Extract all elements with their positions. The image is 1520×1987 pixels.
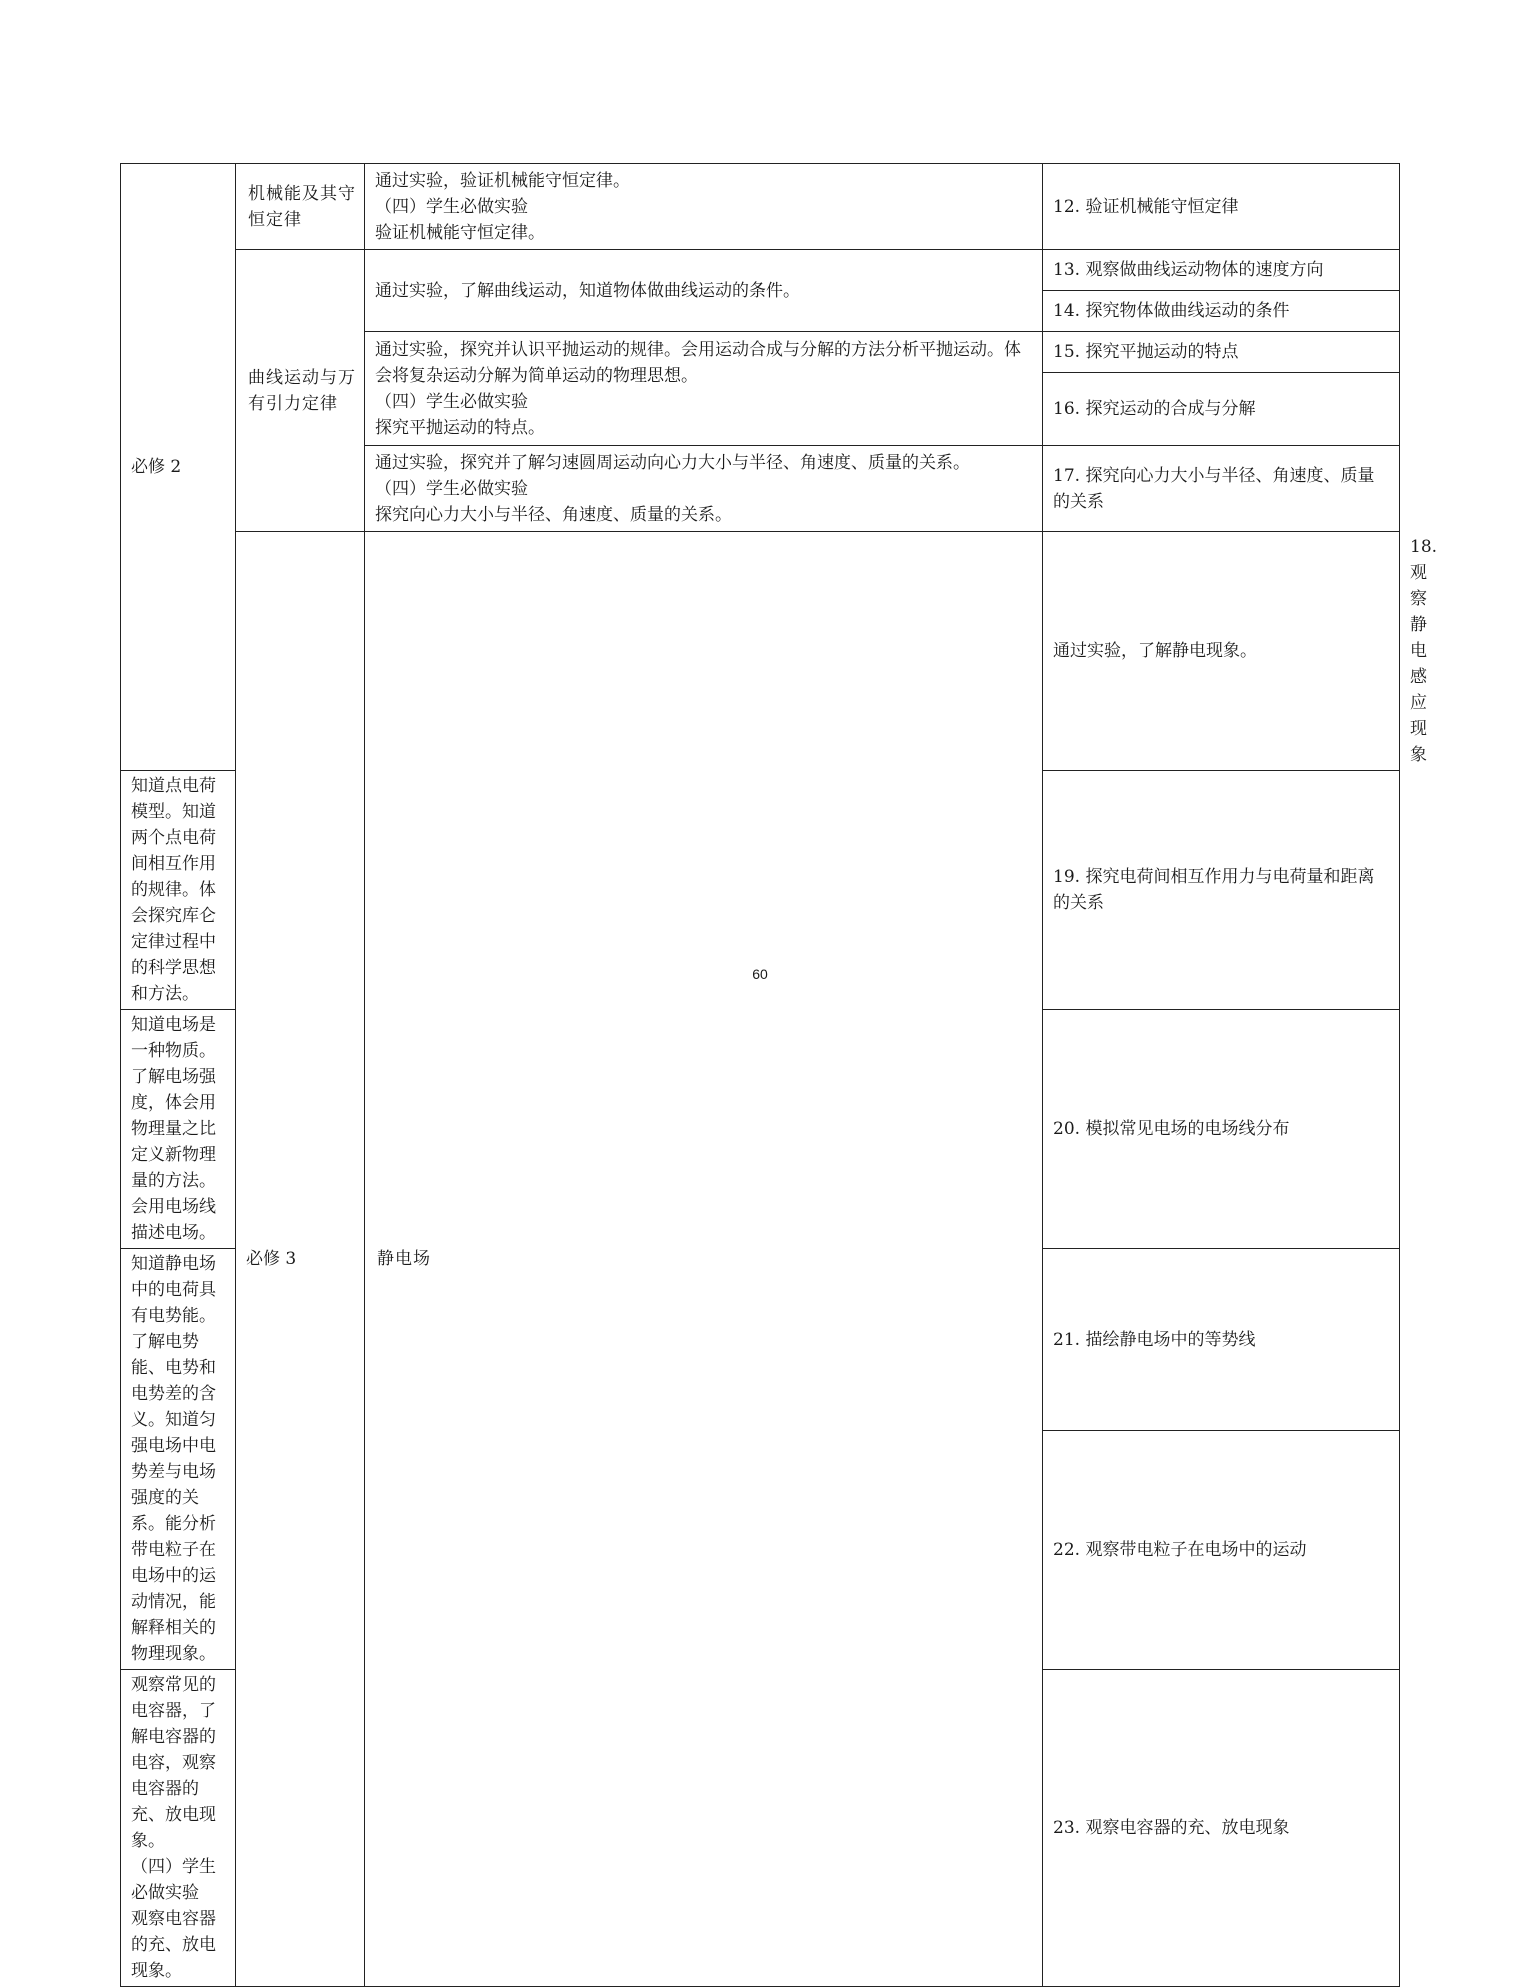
requirement-cell	[121, 1010, 236, 1249]
required-experiment-heading: （四）学生必做实验	[131, 1857, 216, 1903]
table-row	[121, 532, 1400, 771]
topic-label: 机械能及其守恒定律	[248, 183, 356, 230]
experiment-cell	[1043, 332, 1400, 373]
requirement-text: 知道点电荷模型。知道两个点电荷间相互作用的规律。体会探究库仑定律过程中的科学思想和方法。	[131, 776, 216, 1004]
table-row	[121, 164, 1400, 250]
module-label: 必修 3	[246, 1249, 297, 1269]
required-experiment-text: 验证机械能守恒定律。	[375, 222, 545, 243]
experiment-cell	[1043, 250, 1400, 291]
topic-cell	[236, 164, 365, 250]
requirement-text: 观察常见的电容器，了解电容器的电容，观察电容器的充、放电现象。	[131, 1675, 216, 1851]
requirement-text: 通过实验，探究并了解匀速圆周运动向心力大小与半径、角速度、质量的关系。	[375, 452, 970, 473]
requirement-cell	[365, 332, 1043, 446]
curriculum-table	[120, 163, 1438, 1987]
requirement-cell	[121, 1670, 236, 1987]
experiment-label: 22. 观察带电粒子在电场中的运动	[1053, 1540, 1307, 1561]
module-cell	[121, 164, 236, 771]
requirement-text: 知道静电场中的电荷具有电势能。了解电势能、电势和电势差的含义。知道匀强电场中电势差与电场强度的关系。能分析带电粒子在电场中的运动情况，能解释相关的物理现象。	[131, 1254, 216, 1664]
requirement-text: 知道电场是一种物质。了解电场强度，体会用物理量之比定义新物理量的方法。会用电场线描述电场。	[131, 1015, 216, 1243]
experiment-label: 18. 观察静电感应现象	[1410, 537, 1438, 765]
topic-cell	[236, 250, 365, 532]
required-experiment-heading: （四）学生必做实验	[375, 478, 528, 499]
topic-label: 曲线运动与万有引力定律	[248, 367, 356, 414]
experiment-label: 14. 探究物体做曲线运动的条件	[1053, 301, 1290, 321]
requirement-cell	[365, 250, 1043, 332]
requirement-cell	[1043, 532, 1400, 771]
experiment-cell	[1043, 1670, 1400, 1987]
required-experiment-text: 观察电容器的充、放电现象。	[131, 1909, 216, 1981]
requirement-text: 通过实验，探究并认识平抛运动的规律。会用运动合成与分解的方法分析平抛运动。体会将复杂运动分解为简单运动的物理思想。	[375, 339, 1021, 386]
requirement-text: 通过实验，了解曲线运动，知道物体做曲线运动的条件。	[375, 280, 800, 301]
experiment-cell	[1043, 164, 1400, 250]
requirement-cell	[365, 164, 1043, 250]
experiment-cell	[1043, 1431, 1400, 1670]
page-number: 60	[752, 966, 768, 982]
experiment-label: 23. 观察电容器的充、放电现象	[1053, 1818, 1290, 1838]
experiment-label: 17. 探究向心力大小与半径、角速度、质量的关系	[1053, 465, 1375, 512]
required-experiment-text: 探究平抛运动的特点。	[375, 417, 545, 438]
experiment-label: 19. 探究电荷间相互作用力与电荷量和距离的关系	[1053, 867, 1375, 913]
requirement-text: 通过实验，了解静电现象。	[1053, 641, 1257, 661]
topic-cell	[365, 532, 1043, 1987]
requirement-cell	[365, 446, 1043, 532]
experiment-label: 20. 模拟常见电场的电场线分布	[1053, 1119, 1290, 1139]
module-label: 必修 2	[131, 457, 182, 477]
experiment-label: 15. 探究平抛运动的特点	[1053, 342, 1239, 362]
required-experiment-text: 探究向心力大小与半径、角速度、质量的关系。	[375, 504, 732, 525]
requirement-text: 通过实验，验证机械能守恒定律。	[375, 170, 630, 191]
module-cell	[236, 532, 365, 1987]
experiment-cell	[1043, 291, 1400, 332]
requirement-cell	[121, 1249, 236, 1670]
topic-label: 静电场	[377, 1249, 431, 1269]
required-experiment-heading: （四）学生必做实验	[375, 391, 528, 412]
experiment-cell	[1043, 1010, 1400, 1249]
experiment-label: 16. 探究运动的合成与分解	[1053, 399, 1256, 419]
experiment-label: 13. 观察做曲线运动物体的速度方向	[1053, 260, 1324, 280]
table-row	[121, 250, 1400, 291]
required-experiment-heading: （四）学生必做实验	[375, 196, 528, 217]
experiment-label: 12. 验证机械能守恒定律	[1053, 196, 1239, 217]
experiment-cell	[1043, 446, 1400, 532]
experiment-cell	[1043, 1249, 1400, 1431]
experiment-label: 21. 描绘静电场中的等势线	[1053, 1329, 1256, 1350]
experiment-cell	[1043, 373, 1400, 446]
